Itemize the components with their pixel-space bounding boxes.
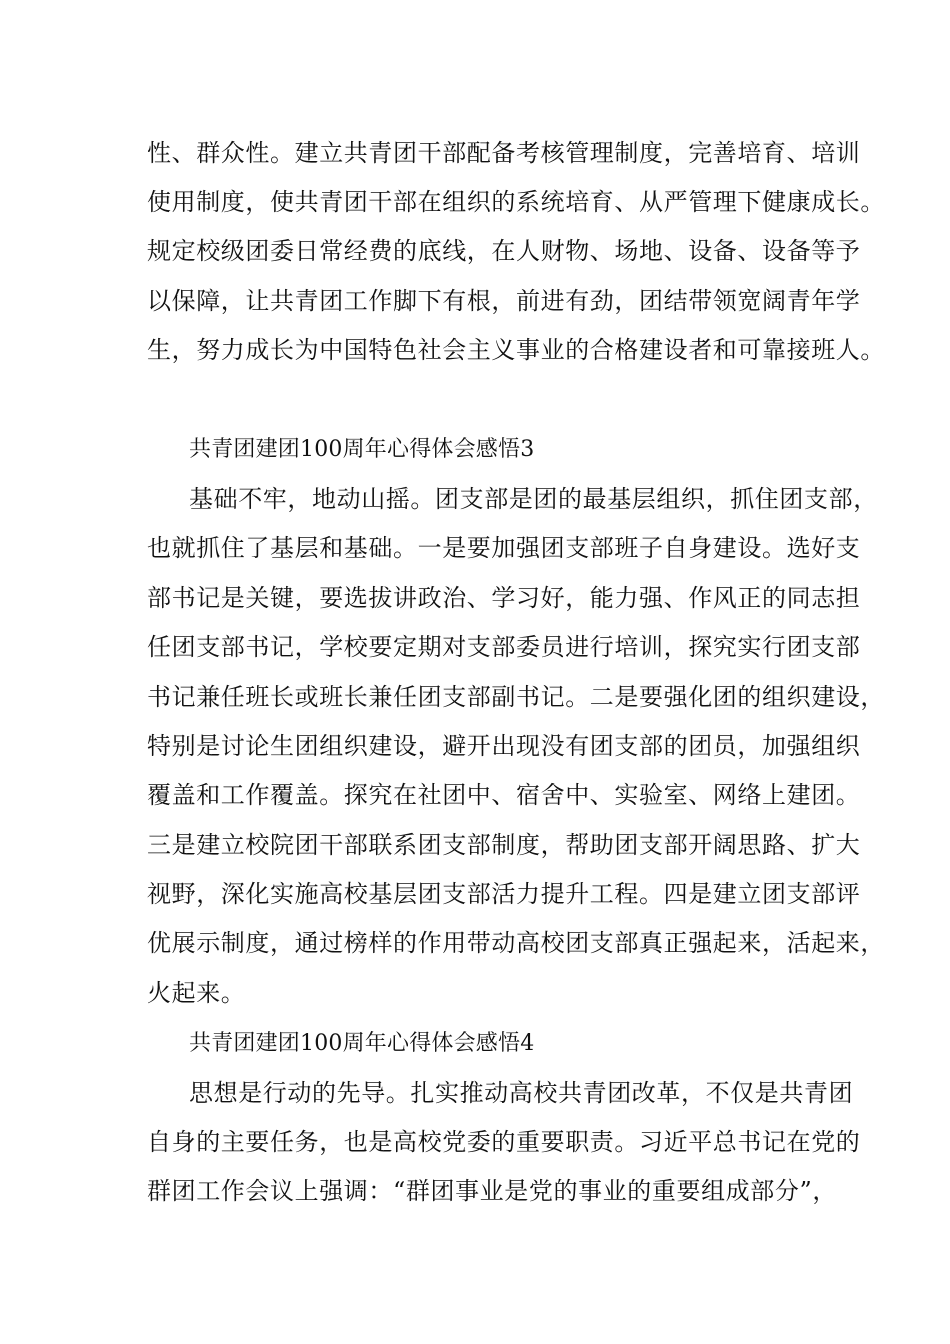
paragraph-line: 三是建立校院团干部联系团支部制度，帮助团支部开阔思路、扩大	[147, 831, 861, 859]
paragraph-line: 群团工作会议上强调：“群团事业是党的事业的重要组成部分”，	[147, 1177, 837, 1205]
paragraph-line: 生，努力成长为中国特色社会主义事业的合格建设者和可靠接班人。	[147, 336, 885, 364]
section-heading: 共青团建团100周年心得体会感悟4	[189, 1031, 535, 1056]
paragraph-line: 思想是行动的先导。扎实推动高校共青团改革，不仅是共青团	[189, 1079, 854, 1107]
section-heading: 共青团建团100周年心得体会感悟3	[189, 437, 535, 462]
paragraph-line: 自身的主要任务，也是高校党委的重要职责。习近平总书记在党的	[147, 1128, 861, 1156]
paragraph-line: 规定校级团委日常经费的底线，在人财物、场地、设备、设备等予	[147, 237, 861, 265]
paragraph-line: 性、群众性。建立共青团干部配备考核管理制度，完善培育、培训	[147, 139, 861, 167]
paragraph-line: 也就抓住了基层和基础。一是要加强团支部班子自身建设。选好支	[147, 534, 861, 562]
paragraph-line: 基础不牢，地动山摇。团支部是团的最基层组织，抓住团支部，	[189, 485, 878, 513]
paragraph-line: 火起来。	[147, 979, 246, 1007]
paragraph-line: 使用制度，使共青团干部在组织的系统培育、从严管理下健康成长。	[147, 188, 885, 216]
paragraph-line: 书记兼任班长或班长兼任团支部副书记。二是要强化团的组织建设，	[147, 683, 885, 711]
paragraph-line: 覆盖和工作覆盖。探究在社团中、宿舍中、实验室、网络上建团。	[147, 781, 861, 809]
paragraph-line: 以保障，让共青团工作脚下有根，前进有劲，团结带领宽阔青年学	[147, 287, 861, 315]
paragraph-line: 部书记是关键，要选拔讲政治、学习好，能力强、作风正的同志担	[147, 584, 861, 612]
paragraph-line: 视野，深化实施高校基层团支部活力提升工程。四是建立团支部评	[147, 880, 861, 908]
paragraph-line: 特别是讨论生团组织建设，避开出现没有团支部的团员，加强组织	[147, 732, 861, 760]
paragraph-line: 任团支部书记，学校要定期对支部委员进行培训，探究实行团支部	[147, 633, 861, 661]
paragraph-line: 优展示制度，通过榜样的作用带动高校团支部真正强起来，活起来，	[147, 929, 885, 957]
